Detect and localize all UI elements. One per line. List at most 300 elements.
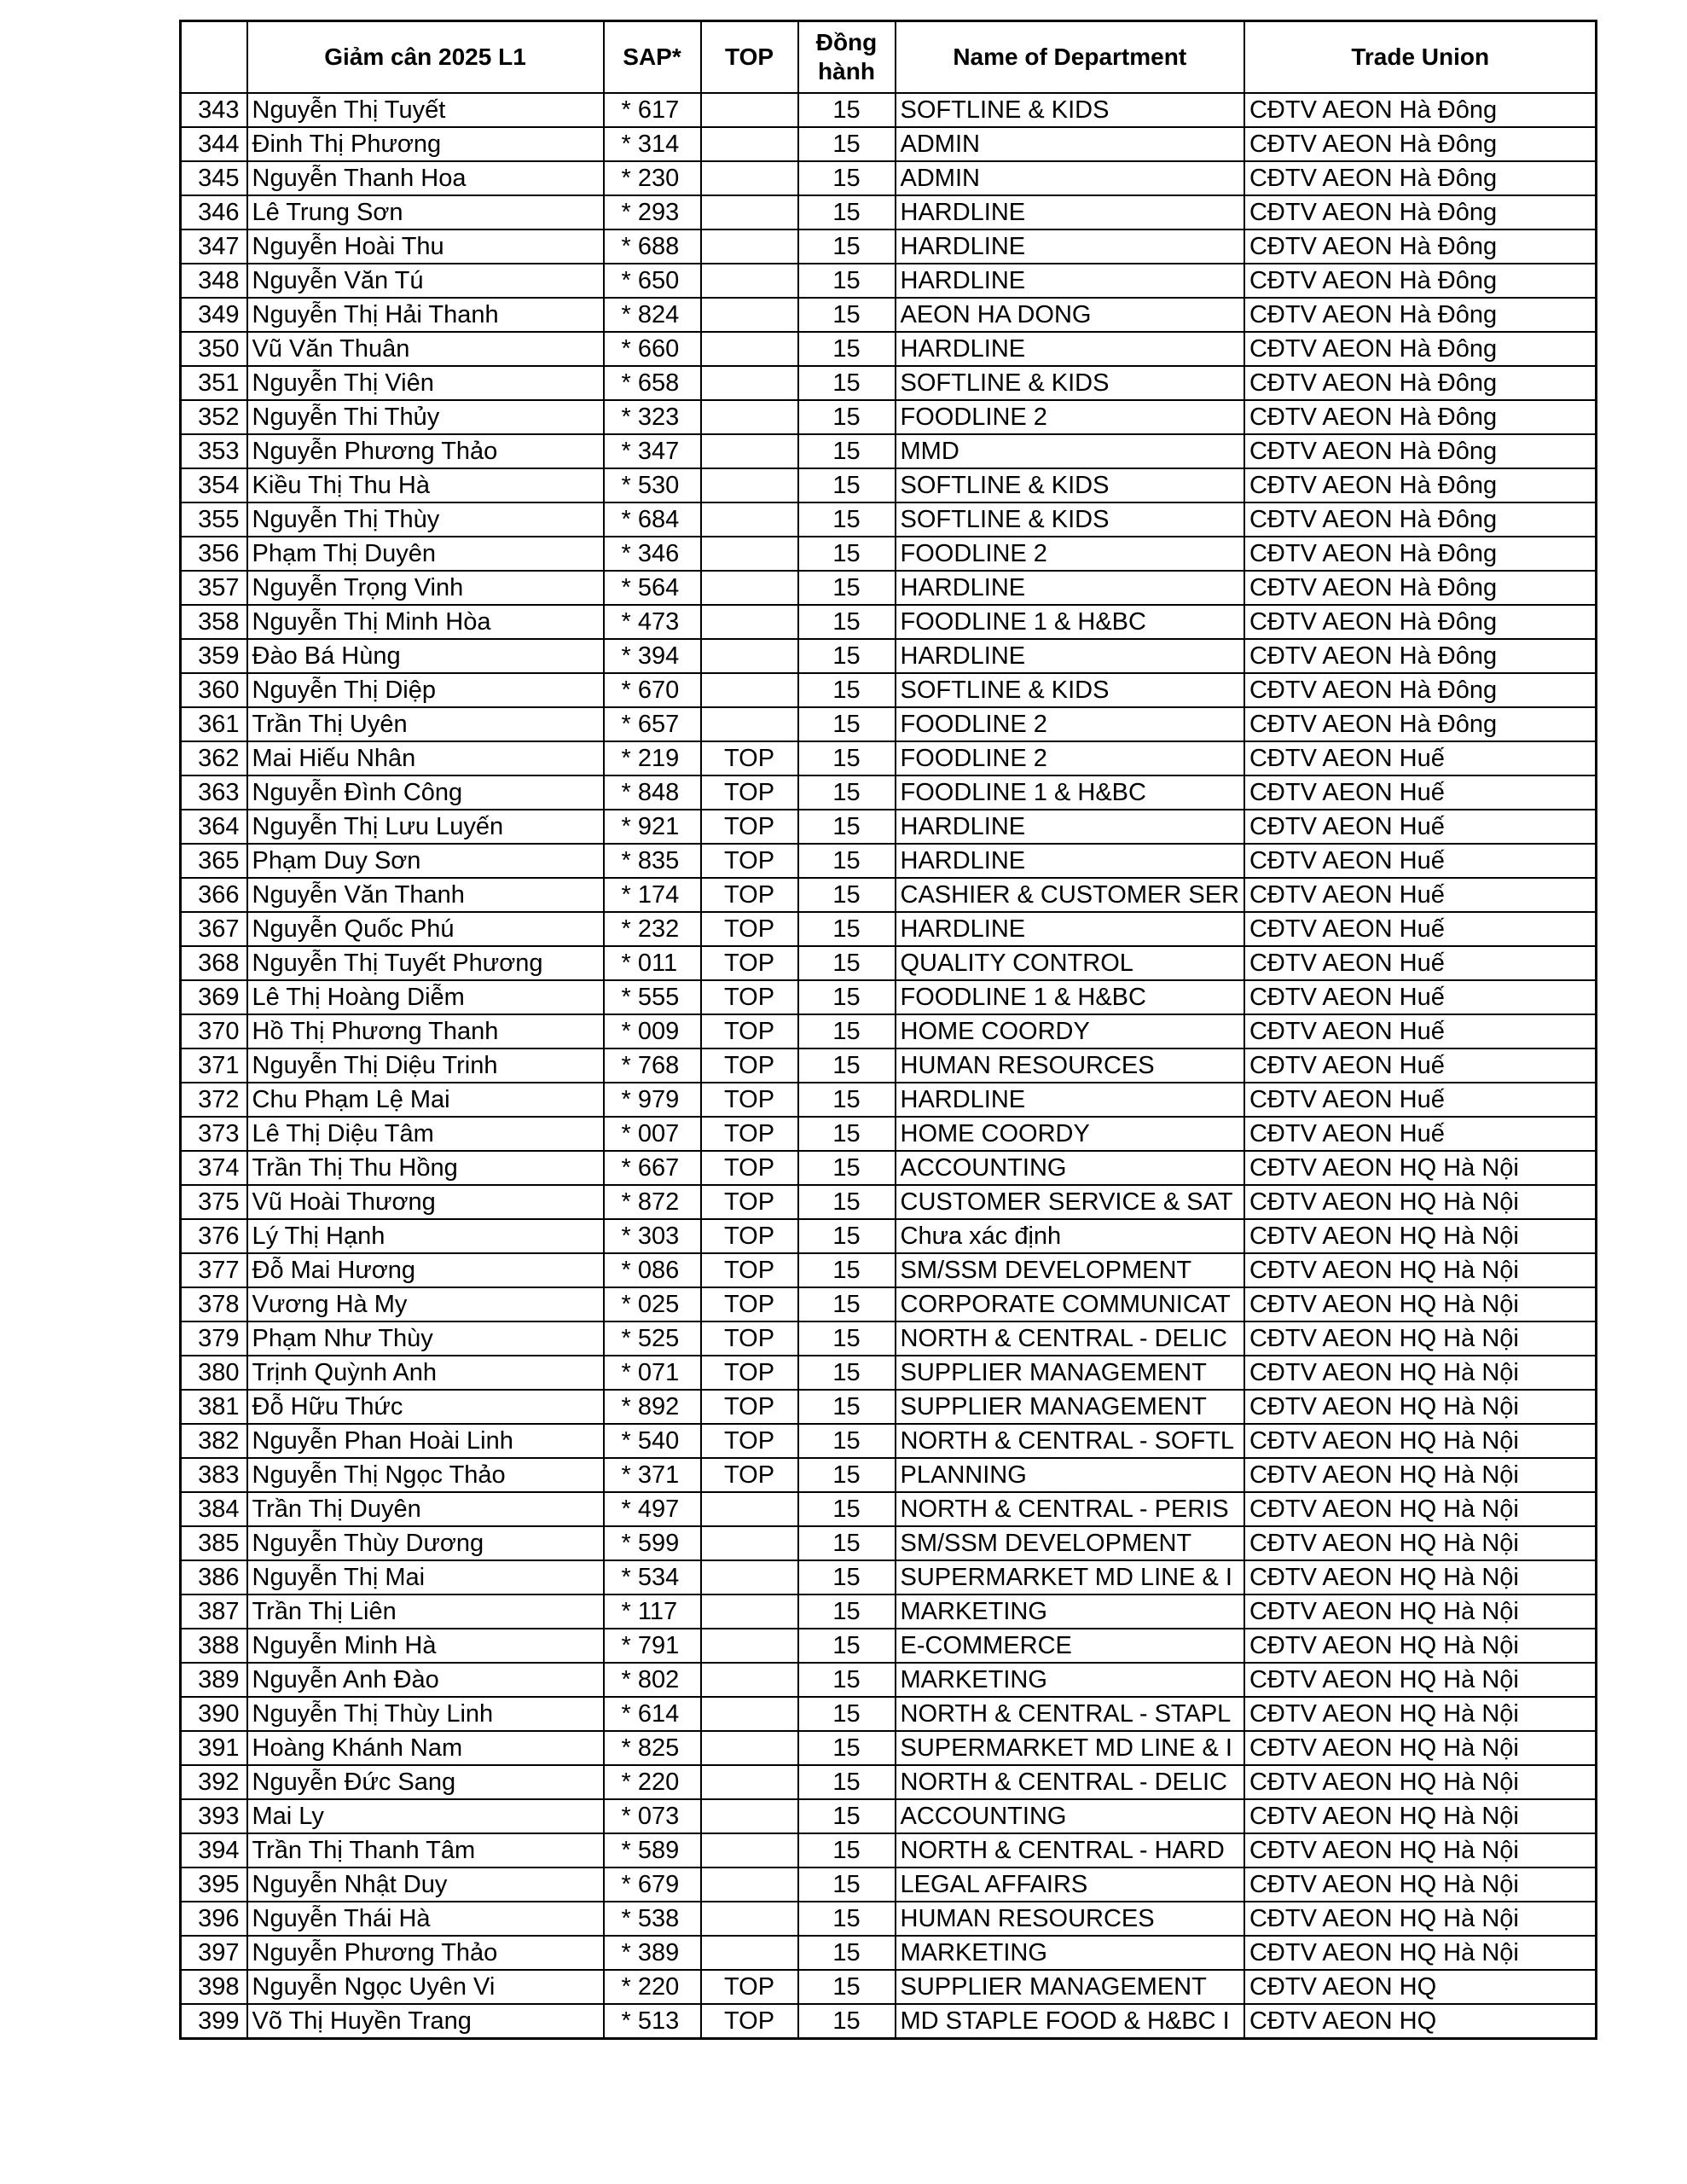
dong-hanh-value: 15 <box>798 1492 896 1526</box>
header-sap: SAP* <box>604 21 701 94</box>
trade-union-name: CĐTV AEON Hà Đông <box>1244 400 1597 434</box>
dong-hanh-value: 15 <box>798 93 896 127</box>
top-flag <box>701 1867 798 1902</box>
trade-union-name: CĐTV AEON HQ Hà Nội <box>1244 1151 1597 1185</box>
top-flag <box>701 229 798 264</box>
dong-hanh-value: 15 <box>798 400 896 434</box>
header-trade-union: Trade Union <box>1244 21 1597 94</box>
participant-name: Nguyễn Phan Hoài Linh <box>247 1424 604 1458</box>
department-name: HARDLINE <box>896 229 1244 264</box>
top-flag <box>701 468 798 502</box>
row-number: 370 <box>181 1014 247 1048</box>
top-flag: TOP <box>701 1083 798 1117</box>
top-flag <box>701 93 798 127</box>
trade-union-name: CĐTV AEON HQ Hà Nội <box>1244 1219 1597 1253</box>
row-number: 366 <box>181 878 247 912</box>
dong-hanh-value: 15 <box>798 537 896 571</box>
sap-code: * 314 <box>604 127 701 161</box>
dong-hanh-value: 15 <box>798 1560 896 1594</box>
sap-code: * 346 <box>604 537 701 571</box>
dong-hanh-value: 15 <box>798 1970 896 2004</box>
department-name: ACCOUNTING <box>896 1799 1244 1833</box>
row-number: 354 <box>181 468 247 502</box>
sap-code: * 025 <box>604 1287 701 1321</box>
trade-union-name: CĐTV AEON Hà Đông <box>1244 537 1597 571</box>
dong-hanh-value: 15 <box>798 1356 896 1390</box>
row-number: 395 <box>181 1867 247 1902</box>
table-row <box>181 400 1597 434</box>
table-row <box>181 1390 1597 1424</box>
row-number: 367 <box>181 912 247 946</box>
top-flag: TOP <box>701 1185 798 1219</box>
dong-hanh-value: 15 <box>798 1390 896 1424</box>
department-name: NORTH & CENTRAL - SOFTL <box>896 1424 1244 1458</box>
table-row <box>181 571 1597 605</box>
dong-hanh-value: 15 <box>798 673 896 707</box>
header-no <box>181 21 247 94</box>
trade-union-name: CĐTV AEON Hà Đông <box>1244 127 1597 161</box>
sap-code: * 657 <box>604 707 701 741</box>
table-row <box>181 332 1597 366</box>
sap-code: * 293 <box>604 195 701 229</box>
row-number: 381 <box>181 1390 247 1424</box>
dong-hanh-value: 15 <box>798 366 896 400</box>
table-row <box>181 537 1597 571</box>
row-number: 344 <box>181 127 247 161</box>
top-flag <box>701 1936 798 1970</box>
sap-code: * 347 <box>604 434 701 468</box>
dong-hanh-value: 15 <box>798 980 896 1014</box>
participant-name: Đào Bá Hùng <box>247 639 604 673</box>
sap-code: * 667 <box>604 1151 701 1185</box>
trade-union-name: CĐTV AEON HQ Hà Nội <box>1244 1663 1597 1697</box>
participant-name: Nguyễn Đức Sang <box>247 1765 604 1799</box>
sap-code: * 220 <box>604 1765 701 1799</box>
participant-name: Trịnh Quỳnh Anh <box>247 1356 604 1390</box>
department-name: SM/SSM DEVELOPMENT <box>896 1526 1244 1560</box>
dong-hanh-value: 15 <box>798 1117 896 1151</box>
sap-code: * 530 <box>604 468 701 502</box>
department-name: MARKETING <box>896 1663 1244 1697</box>
row-number: 351 <box>181 366 247 400</box>
participant-name: Nguyễn Nhật Duy <box>247 1867 604 1902</box>
participant-name: Lê Trung Sơn <box>247 195 604 229</box>
sap-code: * 230 <box>604 161 701 195</box>
trade-union-name: CĐTV AEON HQ Hà Nội <box>1244 1833 1597 1867</box>
participant-name: Lê Thị Hoàng Diễm <box>247 980 604 1014</box>
dong-hanh-value: 15 <box>798 502 896 537</box>
row-number: 343 <box>181 93 247 127</box>
sap-code: * 802 <box>604 1663 701 1697</box>
trade-union-name: CĐTV AEON Huế <box>1244 1117 1597 1151</box>
sap-code: * 979 <box>604 1083 701 1117</box>
top-flag <box>701 264 798 298</box>
dong-hanh-value: 15 <box>798 1629 896 1663</box>
table-row <box>181 1970 1597 2004</box>
table-row <box>181 1731 1597 1765</box>
sap-code: * 835 <box>604 844 701 878</box>
trade-union-name: CĐTV AEON HQ Hà Nội <box>1244 1321 1597 1356</box>
trade-union-name: CĐTV AEON Hà Đông <box>1244 434 1597 468</box>
dong-hanh-value: 15 <box>798 571 896 605</box>
row-number: 363 <box>181 775 247 810</box>
top-flag: TOP <box>701 1287 798 1321</box>
trade-union-name: CĐTV AEON Huế <box>1244 878 1597 912</box>
trade-union-name: CĐTV AEON Huế <box>1244 775 1597 810</box>
trade-union-name: CĐTV AEON HQ Hà Nội <box>1244 1697 1597 1731</box>
participant-name: Trần Thị Thanh Tâm <box>247 1833 604 1867</box>
table-row <box>181 1594 1597 1629</box>
dong-hanh-value: 15 <box>798 1083 896 1117</box>
sap-code: * 684 <box>604 502 701 537</box>
top-flag: TOP <box>701 844 798 878</box>
sap-code: * 303 <box>604 1219 701 1253</box>
row-number: 374 <box>181 1151 247 1185</box>
row-number: 368 <box>181 946 247 980</box>
top-flag <box>701 707 798 741</box>
top-flag: TOP <box>701 946 798 980</box>
department-name: HOME COORDY <box>896 1117 1244 1151</box>
participant-name: Phạm Duy Sơn <box>247 844 604 878</box>
dong-hanh-value: 15 <box>798 127 896 161</box>
trade-union-name: CĐTV AEON Huế <box>1244 1048 1597 1083</box>
participant-name: Nguyễn Văn Thanh <box>247 878 604 912</box>
sap-code: * 921 <box>604 810 701 844</box>
sap-code: * 071 <box>604 1356 701 1390</box>
row-number: 362 <box>181 741 247 775</box>
sap-code: * 660 <box>604 332 701 366</box>
trade-union-name: CĐTV AEON Huế <box>1244 912 1597 946</box>
trade-union-name: CĐTV AEON HQ <box>1244 2004 1597 2039</box>
row-number: 348 <box>181 264 247 298</box>
dong-hanh-value: 15 <box>798 1902 896 1936</box>
table-row <box>181 1458 1597 1492</box>
table-row <box>181 1014 1597 1048</box>
participant-name: Phạm Như Thùy <box>247 1321 604 1356</box>
sap-code: * 174 <box>604 878 701 912</box>
top-flag: TOP <box>701 1458 798 1492</box>
top-flag <box>701 366 798 400</box>
table-row <box>181 298 1597 332</box>
trade-union-name: CĐTV AEON Huế <box>1244 741 1597 775</box>
trade-union-name: CĐTV AEON Huế <box>1244 1014 1597 1048</box>
participant-name: Trần Thị Uyên <box>247 707 604 741</box>
participant-name: Đỗ Hữu Thức <box>247 1390 604 1424</box>
department-name: SUPERMARKET MD LINE & I <box>896 1560 1244 1594</box>
department-name: SM/SSM DEVELOPMENT <box>896 1253 1244 1287</box>
top-flag: TOP <box>701 775 798 810</box>
department-name: Chưa xác định <box>896 1219 1244 1253</box>
top-flag <box>701 1492 798 1526</box>
dong-hanh-value: 15 <box>798 332 896 366</box>
row-number: 349 <box>181 298 247 332</box>
trade-union-name: CĐTV AEON Hà Đông <box>1244 639 1597 673</box>
trade-union-name: CĐTV AEON Hà Đông <box>1244 93 1597 127</box>
department-name: NORTH & CENTRAL - STAPL <box>896 1697 1244 1731</box>
dong-hanh-value: 15 <box>798 878 896 912</box>
trade-union-name: CĐTV AEON HQ Hà Nội <box>1244 1492 1597 1526</box>
participant-name: Nguyễn Đình Công <box>247 775 604 810</box>
dong-hanh-value: 15 <box>798 741 896 775</box>
row-number: 345 <box>181 161 247 195</box>
dong-hanh-value: 15 <box>798 707 896 741</box>
trade-union-name: CĐTV AEON HQ Hà Nội <box>1244 1902 1597 1936</box>
table-row <box>181 1253 1597 1287</box>
trade-union-name: CĐTV AEON HQ Hà Nội <box>1244 1867 1597 1902</box>
participant-name: Lê Thị Diệu Tâm <box>247 1117 604 1151</box>
top-flag: TOP <box>701 1970 798 2004</box>
sap-code: * 219 <box>604 741 701 775</box>
department-name: MMD <box>896 434 1244 468</box>
top-flag: TOP <box>701 1117 798 1151</box>
table-row <box>181 1765 1597 1799</box>
table-row <box>181 502 1597 537</box>
trade-union-name: CĐTV AEON Huế <box>1244 946 1597 980</box>
department-name: HARDLINE <box>896 264 1244 298</box>
trade-union-name: CĐTV AEON HQ <box>1244 1970 1597 2004</box>
table-row <box>181 1048 1597 1083</box>
top-flag: TOP <box>701 1253 798 1287</box>
trade-union-name: CĐTV AEON HQ Hà Nội <box>1244 1765 1597 1799</box>
dong-hanh-value: 15 <box>798 1936 896 1970</box>
top-flag <box>701 571 798 605</box>
sap-code: * 232 <box>604 912 701 946</box>
top-flag: TOP <box>701 1014 798 1048</box>
department-name: HARDLINE <box>896 332 1244 366</box>
dong-hanh-value: 15 <box>798 1185 896 1219</box>
participant-name: Nguyễn Thị Tuyết Phương <box>247 946 604 980</box>
top-flag: TOP <box>701 912 798 946</box>
top-flag: TOP <box>701 878 798 912</box>
row-number: 378 <box>181 1287 247 1321</box>
department-name: QUALITY CONTROL <box>896 946 1244 980</box>
trade-union-name: CĐTV AEON Huế <box>1244 1083 1597 1117</box>
participant-name: Nguyễn Thị Mai <box>247 1560 604 1594</box>
department-name: HARDLINE <box>896 912 1244 946</box>
participant-name: Nguyễn Quốc Phú <box>247 912 604 946</box>
department-name: FOODLINE 2 <box>896 537 1244 571</box>
dong-hanh-value: 15 <box>798 639 896 673</box>
department-name: SUPPLIER MANAGEMENT <box>896 1356 1244 1390</box>
row-number: 357 <box>181 571 247 605</box>
table-row <box>181 810 1597 844</box>
sap-code: * 117 <box>604 1594 701 1629</box>
dong-hanh-value: 15 <box>798 1833 896 1867</box>
department-name: SOFTLINE & KIDS <box>896 366 1244 400</box>
dong-hanh-value: 15 <box>798 1594 896 1629</box>
table-row <box>181 707 1597 741</box>
department-name: HARDLINE <box>896 844 1244 878</box>
department-name: NORTH & CENTRAL - HARD <box>896 1833 1244 1867</box>
department-name: CUSTOMER SERVICE & SAT <box>896 1185 1244 1219</box>
sap-code: * 824 <box>604 298 701 332</box>
participant-name: Nguyễn Minh Hà <box>247 1629 604 1663</box>
row-number: 375 <box>181 1185 247 1219</box>
trade-union-name: CĐTV AEON Huế <box>1244 810 1597 844</box>
department-name: ADMIN <box>896 127 1244 161</box>
row-number: 365 <box>181 844 247 878</box>
top-flag: TOP <box>701 1356 798 1390</box>
top-flag: TOP <box>701 741 798 775</box>
dong-hanh-value: 15 <box>798 810 896 844</box>
trade-union-name: CĐTV AEON HQ Hà Nội <box>1244 1390 1597 1424</box>
sap-code: * 086 <box>604 1253 701 1287</box>
dong-hanh-value: 15 <box>798 1321 896 1356</box>
participant-name: Nguyễn Thị Diệp <box>247 673 604 707</box>
participant-name: Trần Thị Liên <box>247 1594 604 1629</box>
sap-code: * 848 <box>604 775 701 810</box>
sap-code: * 768 <box>604 1048 701 1083</box>
row-number: 358 <box>181 605 247 639</box>
sap-code: * 011 <box>604 946 701 980</box>
row-number: 399 <box>181 2004 247 2039</box>
department-name: FOODLINE 2 <box>896 741 1244 775</box>
participant-name: Nguyễn Thị Viên <box>247 366 604 400</box>
table-row <box>181 1697 1597 1731</box>
dong-hanh-value: 15 <box>798 468 896 502</box>
row-number: 376 <box>181 1219 247 1253</box>
sap-code: * 825 <box>604 1731 701 1765</box>
participant-name: Trần Thị Thu Hồng <box>247 1151 604 1185</box>
dong-hanh-value: 15 <box>798 1697 896 1731</box>
top-flag <box>701 502 798 537</box>
trade-union-name: CĐTV AEON Hà Đông <box>1244 366 1597 400</box>
participant-name: Nguyễn Thanh Hoa <box>247 161 604 195</box>
top-flag: TOP <box>701 1048 798 1083</box>
participant-name: Nguyễn Ngọc Uyên Vi <box>247 1970 604 2004</box>
trade-union-name: CĐTV AEON Hà Đông <box>1244 195 1597 229</box>
sap-code: * 599 <box>604 1526 701 1560</box>
department-name: AEON HA DONG <box>896 298 1244 332</box>
row-number: 391 <box>181 1731 247 1765</box>
top-flag <box>701 673 798 707</box>
dong-hanh-value: 15 <box>798 1765 896 1799</box>
trade-union-name: CĐTV AEON HQ Hà Nội <box>1244 1629 1597 1663</box>
table-row <box>181 673 1597 707</box>
department-name: NORTH & CENTRAL - DELIC <box>896 1765 1244 1799</box>
table-row <box>181 127 1597 161</box>
trade-union-name: CĐTV AEON Huế <box>1244 844 1597 878</box>
sap-code: * 007 <box>604 1117 701 1151</box>
dong-hanh-value: 15 <box>798 1424 896 1458</box>
row-number: 372 <box>181 1083 247 1117</box>
table-row <box>181 93 1597 127</box>
top-flag: TOP <box>701 810 798 844</box>
sap-code: * 073 <box>604 1799 701 1833</box>
table-row <box>181 1902 1597 1936</box>
department-name: FOODLINE 2 <box>896 400 1244 434</box>
participant-name: Hoàng Khánh Nam <box>247 1731 604 1765</box>
row-number: 390 <box>181 1697 247 1731</box>
participant-name: Nguyễn Văn Tú <box>247 264 604 298</box>
participant-name: Võ Thị Huyền Trang <box>247 2004 604 2039</box>
participant-name: Nguyễn Thị Thùy <box>247 502 604 537</box>
dong-hanh-value: 15 <box>798 775 896 810</box>
dong-hanh-value: 15 <box>798 1151 896 1185</box>
participant-name: Mai Ly <box>247 1799 604 1833</box>
row-number: 360 <box>181 673 247 707</box>
table-row <box>181 775 1597 810</box>
department-name: HUMAN RESOURCES <box>896 1902 1244 1936</box>
participant-name: Mai Hiếu Nhân <box>247 741 604 775</box>
table-row <box>181 1492 1597 1526</box>
dong-hanh-value: 15 <box>798 1048 896 1083</box>
table-row <box>181 264 1597 298</box>
table-row <box>181 1936 1597 1970</box>
table-row <box>181 434 1597 468</box>
sap-code: * 555 <box>604 980 701 1014</box>
header-department: Name of Department <box>896 21 1244 94</box>
row-number: 388 <box>181 1629 247 1663</box>
row-number: 382 <box>181 1424 247 1458</box>
top-flag: TOP <box>701 1151 798 1185</box>
trade-union-name: CĐTV AEON Hà Đông <box>1244 229 1597 264</box>
dong-hanh-value: 15 <box>798 1253 896 1287</box>
row-number: 380 <box>181 1356 247 1390</box>
department-name: FOODLINE 1 & H&BC <box>896 605 1244 639</box>
table-row <box>181 844 1597 878</box>
trade-union-name: CĐTV AEON HQ Hà Nội <box>1244 1594 1597 1629</box>
dong-hanh-value: 15 <box>798 434 896 468</box>
trade-union-name: CĐTV AEON Hà Đông <box>1244 707 1597 741</box>
table-row <box>181 366 1597 400</box>
table-row <box>181 229 1597 264</box>
sap-code: * 670 <box>604 673 701 707</box>
trade-union-name: CĐTV AEON HQ Hà Nội <box>1244 1253 1597 1287</box>
sap-code: * 538 <box>604 1902 701 1936</box>
trade-union-name: CĐTV AEON HQ Hà Nội <box>1244 1560 1597 1594</box>
row-number: 346 <box>181 195 247 229</box>
table-row <box>181 1287 1597 1321</box>
table-row <box>181 1219 1597 1253</box>
participant-name: Nguyễn Thi Thủy <box>247 400 604 434</box>
table-body <box>181 93 1597 2039</box>
participant-name: Nguyễn Thùy Dương <box>247 1526 604 1560</box>
table-row <box>181 1526 1597 1560</box>
sap-code: * 513 <box>604 2004 701 2039</box>
dong-hanh-value: 15 <box>798 1287 896 1321</box>
header-dong-hanh: Đồng hành <box>798 21 896 94</box>
department-name: ADMIN <box>896 161 1244 195</box>
top-flag <box>701 1731 798 1765</box>
header-name: Giảm cân 2025 L1 <box>247 21 604 94</box>
top-flag: TOP <box>701 1390 798 1424</box>
department-name: LEGAL AFFAIRS <box>896 1867 1244 1902</box>
header-top: TOP <box>701 21 798 94</box>
top-flag <box>701 1560 798 1594</box>
row-number: 359 <box>181 639 247 673</box>
department-name: HARDLINE <box>896 571 1244 605</box>
sap-code: * 679 <box>604 1867 701 1902</box>
row-number: 353 <box>181 434 247 468</box>
participant-name: Nguyễn Thị Diệu Trinh <box>247 1048 604 1083</box>
table-row <box>181 1117 1597 1151</box>
trade-union-name: CĐTV AEON Hà Đông <box>1244 502 1597 537</box>
sap-code: * 371 <box>604 1458 701 1492</box>
sap-code: * 525 <box>604 1321 701 1356</box>
sap-code: * 658 <box>604 366 701 400</box>
department-name: HARDLINE <box>896 639 1244 673</box>
top-flag <box>701 1663 798 1697</box>
trade-union-name: CĐTV AEON Huế <box>1244 980 1597 1014</box>
sap-code: * 323 <box>604 400 701 434</box>
department-name: SOFTLINE & KIDS <box>896 468 1244 502</box>
department-name: FOODLINE 1 & H&BC <box>896 775 1244 810</box>
table-row <box>181 605 1597 639</box>
department-name: SOFTLINE & KIDS <box>896 93 1244 127</box>
department-name: NORTH & CENTRAL - PERIS <box>896 1492 1244 1526</box>
sap-code: * 892 <box>604 1390 701 1424</box>
